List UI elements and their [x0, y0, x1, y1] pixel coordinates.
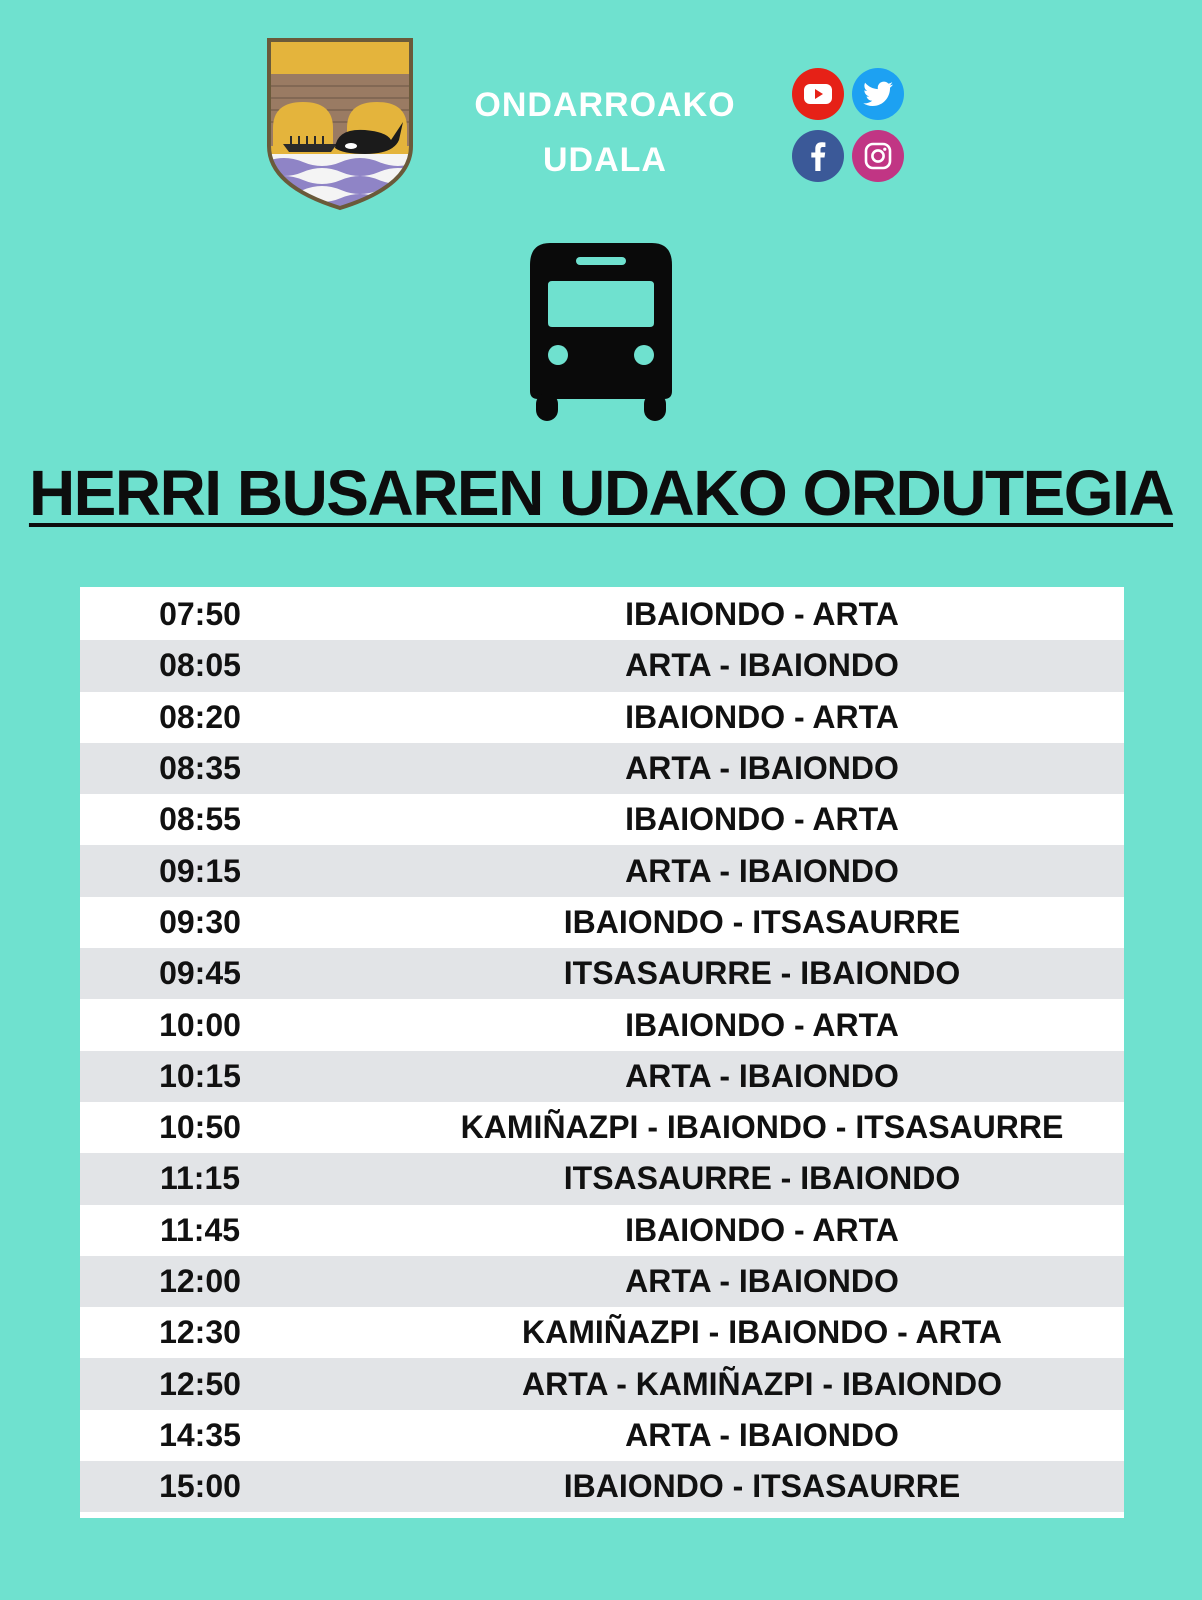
departure-time: 10:00: [159, 1006, 241, 1043]
instagram-icon[interactable]: [852, 130, 904, 182]
departure-time: 09:30: [159, 903, 241, 940]
route-name: IBAIONDO - ARTA: [625, 596, 899, 633]
table-row: [80, 845, 1124, 896]
table-row: [80, 794, 1124, 845]
table-row: [80, 1102, 1124, 1153]
table-row: [80, 1307, 1124, 1358]
table-row: [80, 1153, 1124, 1204]
table-row: [80, 999, 1124, 1050]
organization-name: [455, 78, 755, 188]
departure-time: 09:15: [159, 852, 241, 889]
youtube-icon[interactable]: [792, 68, 844, 120]
departure-time: 15:00: [159, 1468, 241, 1505]
table-row: [80, 1461, 1124, 1512]
route-name: ARTA - IBAIONDO: [625, 852, 899, 889]
departure-time: 11:15: [159, 1160, 241, 1197]
organization-name-line1: ONDARROAKO: [474, 86, 736, 124]
table-row: [80, 743, 1124, 794]
departure-time: 14:35: [159, 1416, 241, 1453]
route-name: IBAIONDO - ARTA: [625, 1006, 899, 1043]
route-name: KAMIÑAZPI - IBAIONDO - ITSASAURRE: [460, 1109, 1064, 1146]
table-row: [80, 589, 1124, 640]
table-row: [80, 640, 1124, 691]
departure-time: 08:20: [159, 698, 241, 735]
route-name: ARTA - IBAIONDO: [625, 750, 899, 787]
route-name: IBAIONDO - ITSASAURRE: [563, 1468, 961, 1505]
table-row: [80, 1256, 1124, 1307]
route-name: IBAIONDO - ITSASAURRE: [563, 903, 961, 940]
route-name: ARTA - IBAIONDO: [625, 1263, 899, 1299]
table-row: [80, 948, 1124, 999]
table-row: [80, 1410, 1124, 1461]
page-title: HERRI BUSAREN UDAKO ORDUTEGIA: [28, 457, 1174, 529]
departure-time: 12:00: [159, 1263, 241, 1299]
departure-time: 07:50: [159, 596, 241, 633]
route-name: ITSASAURRE - IBAIONDO: [563, 1160, 961, 1197]
route-name: IBAIONDO - ARTA: [625, 801, 899, 838]
departure-time: 12:30: [159, 1314, 241, 1351]
departure-time: 09:45: [159, 955, 241, 992]
route-name: IBAIONDO - ARTA: [625, 1211, 899, 1248]
table-row: [80, 1051, 1124, 1102]
header: [0, 0, 1202, 230]
route-name: IBAIONDO - ARTA: [625, 698, 899, 735]
departure-time: 08:35: [159, 750, 241, 787]
departure-time: 10:50: [159, 1109, 241, 1146]
departure-time: 10:15: [159, 1057, 241, 1094]
route-name: ITSASAURRE - IBAIONDO: [563, 955, 961, 992]
route-name: KAMIÑAZPI - IBAIONDO - ARTA: [522, 1314, 1002, 1351]
municipal-crest-logo: [265, 36, 415, 212]
route-name: ARTA - KAMIÑAZPI - IBAIONDO: [522, 1365, 1002, 1402]
organization-name-line2: UDALA: [543, 141, 667, 179]
departure-time: 08:05: [159, 647, 241, 684]
table-row: [80, 897, 1124, 948]
table-row: [80, 692, 1124, 743]
bus-icon: [530, 243, 672, 421]
route-name: ARTA - IBAIONDO: [625, 647, 899, 684]
twitter-icon[interactable]: [852, 68, 904, 120]
departure-time: 12:50: [159, 1365, 241, 1402]
departure-time: 08:55: [159, 801, 241, 838]
route-name: ARTA - IBAIONDO: [625, 1057, 899, 1094]
schedule-table: [80, 587, 1124, 1518]
table-row: [80, 1358, 1124, 1409]
table-row: [80, 1205, 1124, 1256]
facebook-icon[interactable]: [792, 130, 844, 182]
route-name: ARTA - IBAIONDO: [625, 1416, 899, 1453]
departure-time: 11:45: [159, 1211, 241, 1248]
